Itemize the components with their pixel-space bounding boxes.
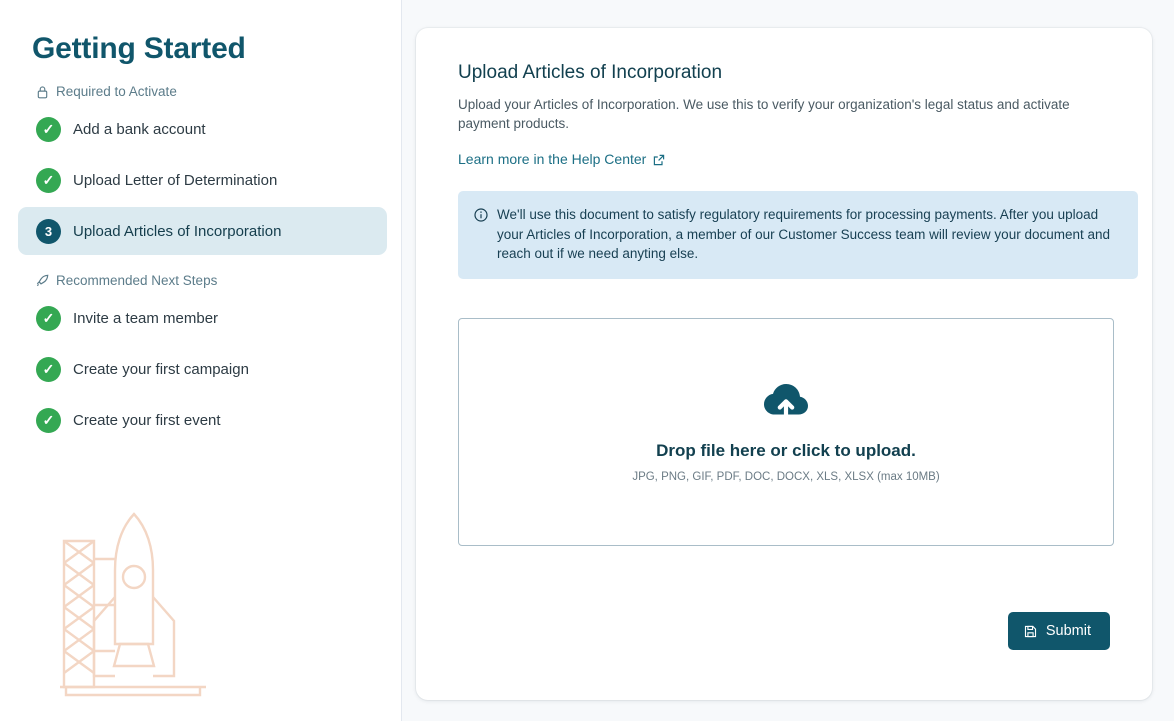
rocket-launch-icon bbox=[36, 274, 49, 288]
sidebar-section-required bbox=[36, 84, 401, 99]
main-content bbox=[402, 0, 1174, 721]
sidebar-item-upload-articles-of-incorporation[interactable] bbox=[18, 207, 387, 255]
task-label: Upload Articles of Incorporation bbox=[73, 222, 282, 240]
help-center-link[interactable] bbox=[458, 151, 665, 167]
task-label: Upload Letter of Determination bbox=[73, 171, 278, 189]
sidebar-item-upload-letter-of-determination[interactable] bbox=[18, 156, 387, 204]
submit-button-label: Submit bbox=[1045, 623, 1091, 639]
sidebar-item-add-bank-account[interactable] bbox=[18, 105, 387, 153]
task-label: Add a bank account bbox=[73, 120, 206, 138]
task-label: Create your first event bbox=[73, 411, 221, 429]
info-banner bbox=[458, 191, 1138, 279]
card-description: Upload your Articles of Incorporation. We use this to verify your organization's legal status and activate payment products. bbox=[458, 97, 1070, 131]
check-icon bbox=[36, 357, 61, 382]
sidebar bbox=[0, 0, 402, 721]
lock-icon bbox=[36, 85, 49, 99]
page-title: Getting Started bbox=[32, 32, 246, 65]
file-dropzone[interactable] bbox=[458, 318, 1114, 546]
sidebar-item-create-your-first-event[interactable] bbox=[18, 396, 387, 444]
save-icon bbox=[1024, 625, 1037, 638]
task-label: Create your first campaign bbox=[73, 360, 249, 378]
info-circle-icon bbox=[474, 208, 488, 222]
external-link-icon bbox=[653, 153, 665, 165]
sidebar-section-label: Required to Activate bbox=[56, 84, 177, 99]
upload-card bbox=[416, 28, 1152, 700]
check-icon bbox=[36, 408, 61, 433]
check-icon bbox=[36, 306, 61, 331]
info-banner-text: We'll use this document to satisfy regulatory requirements for processing payments. After you upload your Articles of Incorporation, a member of our Customer Success team will review your document and reach out if we need anyting else. bbox=[497, 207, 1111, 262]
check-icon bbox=[36, 168, 61, 193]
dropzone-secondary-text: JPG, PNG, GIF, PDF, DOC, DOCX, XLS, XLSX (max 10MB) bbox=[632, 471, 940, 483]
submit-button[interactable] bbox=[1008, 612, 1110, 650]
dropzone-primary-text: Drop file here or click to upload. bbox=[656, 441, 916, 460]
sidebar-section-label: Recommended Next Steps bbox=[56, 273, 218, 288]
recommended-task-list bbox=[0, 294, 401, 444]
check-icon bbox=[36, 117, 61, 142]
rocket-illustration bbox=[30, 501, 220, 701]
task-label: Invite a team member bbox=[73, 309, 219, 327]
card-title: Upload Articles of Incorporation bbox=[458, 62, 723, 83]
upload-cloud-icon bbox=[760, 381, 812, 421]
step-number-badge: 3 bbox=[36, 219, 61, 244]
sidebar-item-invite-a-team-member[interactable] bbox=[18, 294, 387, 342]
sidebar-section-recommended bbox=[36, 273, 401, 288]
sidebar-item-create-your-first-campaign[interactable] bbox=[18, 345, 387, 393]
required-task-list bbox=[0, 105, 401, 255]
submit-row bbox=[1008, 612, 1110, 650]
help-center-link-label: Learn more in the Help Center bbox=[458, 151, 647, 168]
